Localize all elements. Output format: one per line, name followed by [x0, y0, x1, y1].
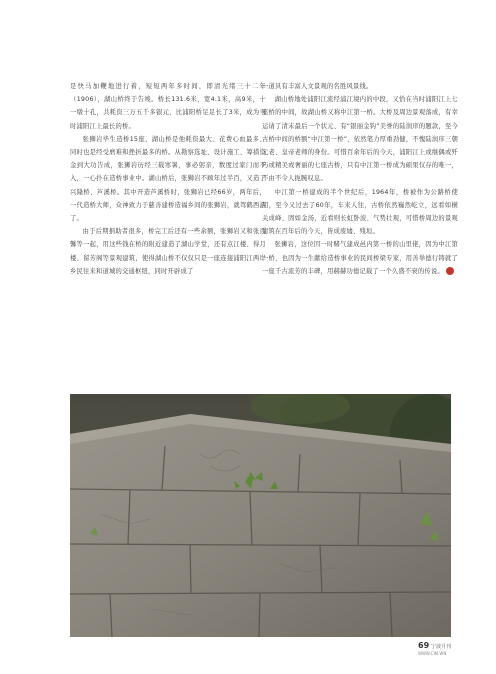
paragraph: 湖山桥地处浦阳江流经浦江境内的中段，又恰在当时浦阳江上七座桥的中间，故湖山桥又称中江第一桥。大桥及周边景观落成，有幸运请了清末最后一个状元、有“银丽金钩”美誉的陆润庠的题款，至今古桥中间的桥额“中江第一桥”，依然笔力厚重劲健，不愧陆润庠三朝元老、皇帝老师的身份。可惜百余年后的今天，浦阳江上或继偶或歼巧或精美或奢丽的七座古桥，只有中江第一桥成为硕果仅存的唯一，不由不令人扼腕叹息。 — [262, 96, 458, 183]
left-text-column — [70, 80, 266, 278]
paragraph: 一道具有丰富人文景观的名胜风景线。 — [262, 83, 373, 90]
paragraph — [262, 238, 458, 278]
paragraph: 张狮岩毕生造桥15座，湖山桥是他耗资最大、花费心血最多、同时也是经受磨难和挫折最多的桥。从勘察选址、设计施工、筹措资金到大功告成，张狮岩历经三载寒暑，事必躬亲，数度过家门而不入，一心扑在造桥事业中。湖山桥后，张狮岩不顾年过半百，又造了兴隆桥、芦溪桥。其中开造芦溪桥时，张狮岩已经66岁，两年后，一代造桥大师，众神致力于慈善建桥造福乡间的张狮岩，就驾鹤西游了。 — [70, 135, 266, 223]
paragraph: 中江第一桥建成的半个世纪后，1964年，桥被作为公路桥使用，至今又过去了60年，车来人往，古桥依然巍然屹立，远看如横关成峰、固如金汤，近看则长虹卧波、气势壮观，可惜桥周边的景观建筑在百年后的今天，皆成废墟、残垣。 — [262, 188, 458, 236]
paragraph: 由于后期捐助者很多，桥完工后还有一些余额，张狮岩又和张百馨等一起，用这些钱在桥的附近建造了湖山学堂，还有点江楼、得月楼、留芳阁等景观建筑，使得湖山桥不仅仅只是一座连接浦阳江两岸乡民往来和道城的交通枢纽，同时开辟成了 — [70, 228, 266, 275]
magazine-name: 宁波月刊 — [431, 644, 452, 650]
paragraph-text: 张狮岩，这位因一时赌气建成邑内第一桥的山里佬，因为中江第一桥，也因为一生献给造桥事业的民间桥梁专家，用善举德行铸就了一座千古流芳的丰碑，用赫赫功德记载了一个久盛不衰的传说。 — [262, 241, 458, 275]
page-footer — [418, 641, 451, 656]
end-of-article-icon — [446, 267, 454, 275]
paragraph: 是快马加鞭地进行着，短短两年多时间，即清光绪三十二年（1906），湖山桥终于告竣。桥长131.6米，宽4.1米，高9米，十一墩十孔，共耗资三万五千多银元，比浦阳桥足足长了3米，成为当时浦阳江上最长的桥。 — [70, 83, 266, 130]
stone-bridge-photo — [70, 394, 451, 637]
magazine-url: WWW.CIM.WN — [418, 651, 447, 656]
right-text-column — [262, 80, 458, 278]
stone-bridge-illustration — [70, 394, 451, 637]
page-number: 69 — [418, 641, 430, 650]
